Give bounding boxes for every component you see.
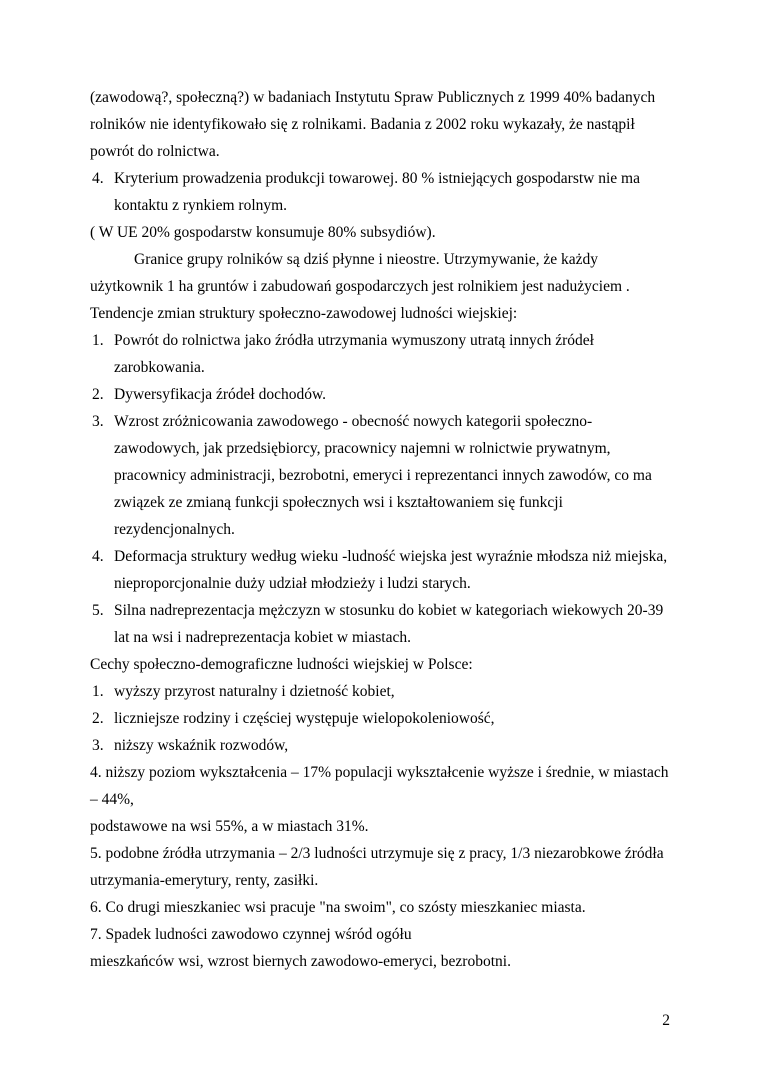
page-number: 2 xyxy=(662,1012,670,1029)
cechy-item-3 xyxy=(90,732,672,759)
list-number: 1. xyxy=(92,683,104,700)
tendencje-item-2 xyxy=(90,381,672,408)
paragraph-cechy-7b: mieszkańców wsi, wzrost biernych zawodowo-emeryci, bezrobotni. xyxy=(90,953,511,970)
paragraph-cechy-4: 4. niższy poziom wykształcenia – 17% populacji wykształcenie wyższe i średnie, w miastach – 44%, xyxy=(90,764,669,808)
paragraph-cechy-5: 5. podobne źródła utrzymania – 2/3 ludności utrzymuje się z pracy, 1/3 niezarobkowe źródła utrzymania-emerytury, renty, zasiłki. xyxy=(90,845,664,889)
numbered-item-kryterium xyxy=(90,165,672,219)
list-number: 4. xyxy=(92,548,104,565)
list-item-text: wyższy przyrost naturalny i dzietność kobiet, xyxy=(114,683,395,700)
paragraph-ue-note: ( W UE 20% gospodarstw konsumuje 80% subsydiów). xyxy=(90,224,436,241)
tendencje-item-1 xyxy=(90,327,672,381)
list-number: 2. xyxy=(92,710,104,727)
list-number: 3. xyxy=(92,737,104,754)
list-number: 5. xyxy=(92,602,104,619)
tendencje-item-4 xyxy=(90,543,672,597)
list-item-text: Dywersyfikacja źródeł dochodów. xyxy=(114,386,327,403)
paragraph-granice: Granice grupy rolników są dziś płynne i nieostre. Utrzymywanie, że każdy użytkownik 1 ha gruntów i zabudowań gospodarczych jest rolnikiem jest nadużyciem . xyxy=(90,251,630,295)
list-item-text: liczniejsze rodziny i częściej występuje wielopokoleniowość, xyxy=(114,710,495,727)
list-item-text: Deformacja struktury według wieku -ludność wiejska jest wyraźnie młodsza niż miejska, nieproporcjonalnie duży udział młodzieży i ludzi starych. xyxy=(114,548,668,592)
list-item-text: Powrót do rolnictwa jako źródła utrzymania wymuszony utratą innych źródeł zarobkowania. xyxy=(114,332,594,376)
paragraph-cechy-6: 6. Co drugi mieszkaniec wsi pracuje "na swoim", co szósty mieszkaniec miasta. xyxy=(90,899,586,916)
list-number: 4. xyxy=(92,170,104,187)
tendencje-item-3 xyxy=(90,408,672,543)
cechy-item-1 xyxy=(90,678,672,705)
list-item-text: Wzrost zróżnicowania zawodowego - obecność nowych kategorii społeczno-zawodowych, jak przedsiębiorcy, pracownicy najemni w rolnictwie prywatnym, pracownicy administracji, bezrobotni, emeryci i reprezentanci innych zawodów, co ma związek ze zmianą funkcji społecznych wsi i kształtowaniem się funkcji rezydencjonalnych. xyxy=(114,413,652,538)
list-item-text: Silna nadreprezentacja mężczyzn w stosunku do kobiet w kategoriach wiekowych 20-39 lat na wsi i nadreprezentacja kobiet w miastach. xyxy=(114,602,664,646)
list-number: 1. xyxy=(92,332,104,349)
list-item-text: niższy wskaźnik rozwodów, xyxy=(114,737,289,754)
heading-tendencje: Tendencje zmian struktury społeczno-zawodowej ludności wiejskiej: xyxy=(90,305,518,322)
page-content xyxy=(90,84,672,975)
paragraph-continuation: (zawodową?, społeczną?) w badaniach Instytutu Spraw Publicznych z 1999 40% badanych rolników nie identyfikowało się z rolnikami. Badania z 2002 roku wykazały, że nastąpił powrót do rolnictwa. xyxy=(90,89,656,160)
cechy-item-2 xyxy=(90,705,672,732)
heading-cechy: Cechy społeczno-demograficzne ludności wiejskiej w Polsce: xyxy=(90,656,473,673)
paragraph-cechy-4b: podstawowe na wsi 55%, a w miastach 31%. xyxy=(90,818,369,835)
tendencje-item-5 xyxy=(90,597,672,651)
list-number: 2. xyxy=(92,386,104,403)
list-item-text: Kryterium prowadzenia produkcji towarowej. 80 % istniejących gospodarstw nie ma kontaktu z rynkiem rolnym. xyxy=(114,170,640,214)
paragraph-cechy-7: 7. Spadek ludności zawodowo czynnej wśród ogółu xyxy=(90,926,412,943)
list-number: 3. xyxy=(92,413,104,430)
